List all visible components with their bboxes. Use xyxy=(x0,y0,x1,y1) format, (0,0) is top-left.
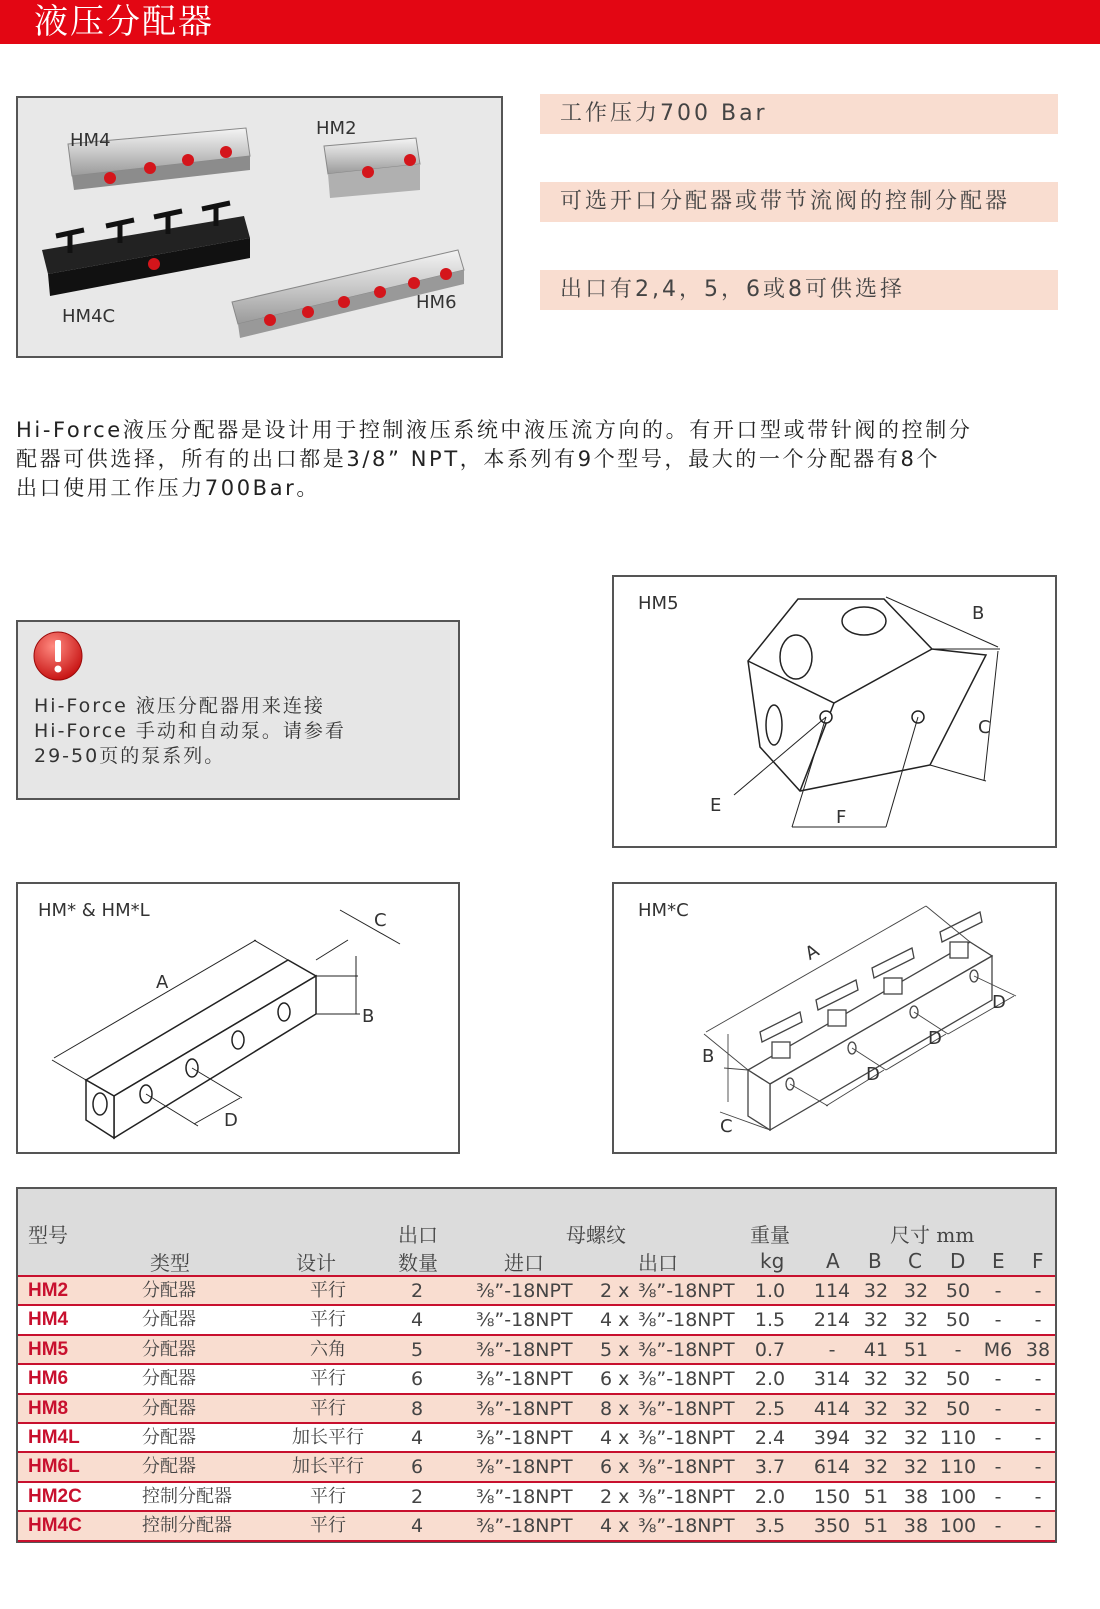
cell-e: M6 xyxy=(983,1338,1013,1361)
cell-c: 38 xyxy=(903,1515,929,1538)
cell-model: HM2C xyxy=(28,1485,82,1507)
cell-type: 控制分配器 xyxy=(142,1515,232,1537)
cell-model: HM6 xyxy=(28,1368,69,1390)
table-row xyxy=(18,1306,1055,1334)
cell-b: 51 xyxy=(863,1515,889,1538)
photo-label-hm4: HM4 xyxy=(70,130,111,151)
cell-d: 50 xyxy=(945,1280,971,1302)
cell-b: 32 xyxy=(863,1427,889,1449)
hm5-label-e: E xyxy=(710,795,722,816)
cell-design: 平行 xyxy=(310,1397,346,1419)
cell-mult: 5 x xyxy=(600,1338,630,1361)
cell-a: - xyxy=(828,1338,836,1361)
cell-f: - xyxy=(1034,1368,1042,1391)
header-weight-unit: kg xyxy=(760,1249,785,1273)
note-line: Hi-Force 液压分配器用来连接 xyxy=(34,695,325,717)
table-row xyxy=(18,1336,1055,1364)
cell-f: - xyxy=(1034,1397,1042,1420)
cell-outlets: 4 xyxy=(410,1427,424,1449)
cell-type: 分配器 xyxy=(142,1456,196,1478)
header-a: A xyxy=(826,1249,840,1273)
table-row xyxy=(18,1365,1055,1393)
cell-model: HM4 xyxy=(28,1309,69,1331)
cell-outlet: ⅜”-18NPT xyxy=(638,1280,735,1302)
cell-f: 38 xyxy=(1025,1338,1051,1361)
hm-star-label-d: D xyxy=(224,1110,238,1131)
cell-a: 350 xyxy=(813,1515,851,1538)
cell-b: 32 xyxy=(863,1280,889,1302)
hm-c-label-a: A xyxy=(801,940,823,965)
cell-outlets: 5 xyxy=(410,1338,424,1361)
cell-outlets: 2 xyxy=(410,1485,424,1508)
cell-d: 100 xyxy=(939,1515,977,1538)
cell-inlet: ⅜”-18NPT xyxy=(476,1338,573,1361)
cell-d: 50 xyxy=(945,1309,971,1332)
cell-type: 分配器 xyxy=(142,1397,196,1419)
header-outlets-top: 出口 xyxy=(398,1223,438,1247)
header-outlets-bottom: 数量 xyxy=(398,1251,438,1275)
hm-c-label-c: C xyxy=(720,1116,733,1137)
hm-c-title: HM*C xyxy=(638,900,689,921)
cell-d: 110 xyxy=(939,1456,977,1479)
hm5-label-f: F xyxy=(836,807,847,828)
table-row xyxy=(18,1395,1055,1423)
cell-e: - xyxy=(994,1309,1002,1332)
header-e: E xyxy=(992,1249,1005,1273)
cell-type: 分配器 xyxy=(142,1427,196,1448)
row-separator xyxy=(18,1540,1055,1542)
hm-star-diagram xyxy=(16,882,460,1154)
cell-type: 分配器 xyxy=(142,1309,196,1331)
cell-design: 平行 xyxy=(310,1515,346,1537)
hm-star-label-b: B xyxy=(362,1006,375,1027)
feature-options: 可选开口分配器或带节流阀的控制分配器 xyxy=(540,182,1058,222)
cell-c: 38 xyxy=(903,1485,929,1508)
photo-label-hm4c: HM4C xyxy=(62,306,116,327)
hm5-diagram xyxy=(612,575,1057,848)
cell-c: 32 xyxy=(903,1427,929,1449)
header-dims: 尺寸 mm xyxy=(890,1223,975,1247)
cell-weight: 1.0 xyxy=(754,1280,786,1302)
header-model: 型号 xyxy=(28,1223,68,1247)
cell-outlet: ⅜”-18NPT xyxy=(638,1368,735,1391)
cell-design: 平行 xyxy=(310,1368,346,1390)
cell-f: - xyxy=(1034,1515,1042,1538)
cell-weight: 3.7 xyxy=(754,1456,786,1479)
cell-inlet: ⅜”-18NPT xyxy=(476,1368,573,1391)
cell-type: 分配器 xyxy=(142,1338,196,1360)
cell-weight: 3.5 xyxy=(754,1515,786,1538)
cell-weight: 2.0 xyxy=(754,1368,786,1391)
cell-inlet: ⅜”-18NPT xyxy=(476,1485,573,1508)
description-line: Hi-Force液压分配器是设计用于控制液压系统中液压流方向的。有开口型或带针阀的控制分 xyxy=(16,418,973,442)
cell-design: 加长平行 xyxy=(292,1427,364,1448)
cell-type: 分配器 xyxy=(142,1280,196,1301)
cell-design: 加长平行 xyxy=(292,1456,364,1478)
hm-star-label-a: A xyxy=(156,972,169,993)
cell-b: 32 xyxy=(863,1397,889,1420)
cell-mult: 6 x xyxy=(600,1368,630,1391)
cell-inlet: ⅜”-18NPT xyxy=(476,1456,573,1479)
photo-label-hm6: HM6 xyxy=(416,292,457,313)
cell-f: - xyxy=(1034,1456,1042,1479)
cell-e: - xyxy=(994,1280,1002,1302)
cell-d: 50 xyxy=(945,1368,971,1391)
cell-a: 150 xyxy=(813,1485,851,1508)
cell-weight: 2.4 xyxy=(754,1427,786,1449)
header-thread: 母螺纹 xyxy=(566,1223,626,1247)
cell-e: - xyxy=(994,1368,1002,1391)
cell-e: - xyxy=(994,1515,1002,1538)
cell-outlets: 6 xyxy=(410,1456,424,1479)
spec-table xyxy=(16,1187,1057,1543)
cell-mult: 4 x xyxy=(600,1515,630,1538)
hm-star-title: HM* & HM*L xyxy=(38,900,150,921)
cell-weight: 1.5 xyxy=(754,1309,786,1332)
header-d: D xyxy=(950,1249,966,1273)
header-inlet: 进口 xyxy=(504,1251,544,1275)
header-weight: 重量 xyxy=(750,1223,790,1247)
hm-star-label-c: C xyxy=(374,910,387,931)
cell-e: - xyxy=(994,1397,1002,1420)
header-f: F xyxy=(1032,1249,1044,1273)
cell-inlet: ⅜”-18NPT xyxy=(476,1515,573,1538)
cell-model: HM2 xyxy=(28,1280,69,1301)
cell-inlet: ⅜”-18NPT xyxy=(476,1280,573,1302)
cell-b: 32 xyxy=(863,1309,889,1332)
cell-design: 平行 xyxy=(310,1280,346,1301)
cell-b: 32 xyxy=(863,1368,889,1391)
hm-c-label-d2: D xyxy=(928,1028,942,1049)
cell-inlet: ⅜”-18NPT xyxy=(476,1309,573,1332)
cell-mult: 4 x xyxy=(600,1309,630,1332)
hm5-label-b: B xyxy=(972,603,985,624)
cell-model: HM8 xyxy=(28,1397,69,1419)
cell-d: 100 xyxy=(939,1485,977,1508)
cell-outlet: ⅜”-18NPT xyxy=(638,1515,735,1538)
cell-c: 32 xyxy=(903,1368,929,1391)
description-line: 出口使用工作压力700Bar。 xyxy=(16,476,320,500)
cell-inlet: ⅜”-18NPT xyxy=(476,1427,573,1449)
table-row xyxy=(18,1453,1055,1481)
product-description xyxy=(16,416,1076,503)
cell-weight: 0.7 xyxy=(754,1338,786,1361)
cell-d: 50 xyxy=(945,1397,971,1420)
cell-outlet: ⅜”-18NPT xyxy=(638,1309,735,1332)
cell-model: HM4L xyxy=(28,1427,80,1448)
cell-mult: 4 x xyxy=(600,1427,630,1449)
cell-design: 平行 xyxy=(310,1309,346,1331)
cell-f: - xyxy=(1034,1309,1042,1332)
cell-f: - xyxy=(1034,1427,1042,1449)
hm-c-diagram xyxy=(612,882,1057,1154)
cell-type: 控制分配器 xyxy=(142,1485,232,1507)
cell-a: 414 xyxy=(813,1397,851,1420)
cell-b: 51 xyxy=(863,1485,889,1508)
cell-c: 32 xyxy=(903,1456,929,1479)
header-design: 设计 xyxy=(296,1251,336,1275)
cell-outlets: 6 xyxy=(410,1368,424,1391)
cell-outlets: 4 xyxy=(410,1515,424,1538)
note-line: Hi-Force 手动和自动泵。请参看 xyxy=(34,720,346,742)
cell-type: 分配器 xyxy=(142,1368,196,1390)
cell-outlet: ⅜”-18NPT xyxy=(638,1397,735,1420)
cell-c: 51 xyxy=(903,1338,929,1361)
cell-outlets: 2 xyxy=(410,1280,424,1302)
cell-a: 214 xyxy=(813,1309,851,1332)
cell-model: HM4C xyxy=(28,1515,82,1537)
header-c: C xyxy=(908,1249,922,1273)
cell-e: - xyxy=(994,1485,1002,1508)
cell-mult: 2 x xyxy=(600,1485,630,1508)
cell-mult: 2 x xyxy=(600,1280,630,1302)
cell-a: 614 xyxy=(813,1456,851,1479)
hm-c-label-d3: D xyxy=(992,992,1006,1013)
table-row xyxy=(18,1512,1055,1540)
cell-a: 394 xyxy=(813,1427,851,1449)
cell-c: 32 xyxy=(903,1397,929,1420)
header-b: B xyxy=(868,1249,882,1273)
cell-c: 32 xyxy=(903,1309,929,1332)
hm5-title: HM5 xyxy=(638,593,679,614)
cell-outlet: ⅜”-18NPT xyxy=(638,1338,735,1361)
pump-note xyxy=(16,620,460,800)
cell-inlet: ⅜”-18NPT xyxy=(476,1397,573,1420)
warning-icon xyxy=(32,630,84,682)
cell-design: 平行 xyxy=(310,1485,346,1507)
description-line: 配器可供选择，所有的出口都是3/8” NPT，本系列有9个型号，最大的一个分配器有8个 xyxy=(16,447,941,471)
cell-e: - xyxy=(994,1456,1002,1479)
cell-outlet: ⅜”-18NPT xyxy=(638,1427,735,1449)
cell-model: HM5 xyxy=(28,1338,69,1360)
cell-a: 314 xyxy=(813,1368,851,1391)
note-line: 29-50页的泵系列。 xyxy=(34,745,226,767)
photo-label-hm2: HM2 xyxy=(316,118,357,139)
hm5-drawing xyxy=(614,577,1055,846)
hm5-label-c: C xyxy=(978,717,991,738)
hm-c-drawing xyxy=(614,884,1055,1152)
cell-weight: 2.0 xyxy=(754,1485,786,1508)
cell-d: 110 xyxy=(939,1427,977,1449)
cell-a: 114 xyxy=(813,1280,851,1302)
cell-f: - xyxy=(1034,1280,1042,1302)
cell-outlets: 4 xyxy=(410,1309,424,1332)
table-row xyxy=(18,1277,1055,1305)
table-row xyxy=(18,1424,1055,1452)
hm-c-label-b: B xyxy=(702,1046,715,1067)
cell-d: - xyxy=(954,1338,962,1361)
header-type: 类型 xyxy=(150,1251,190,1275)
cell-mult: 8 x xyxy=(600,1397,630,1420)
cell-design: 六角 xyxy=(310,1338,346,1360)
hm-star-drawing xyxy=(18,884,458,1152)
cell-b: 32 xyxy=(863,1456,889,1479)
cell-mult: 6 x xyxy=(600,1456,630,1479)
hm-c-label-d1: D xyxy=(866,1064,880,1085)
feature-outlets: 出口有2,4，5，6或8可供选择 xyxy=(540,270,1058,310)
page-title: 液压分配器 xyxy=(34,2,214,42)
cell-outlet: ⅜”-18NPT xyxy=(638,1456,735,1479)
feature-pressure: 工作压力700 Bar xyxy=(540,94,1058,134)
cell-outlets: 8 xyxy=(410,1397,424,1420)
cell-model: HM6L xyxy=(28,1456,80,1478)
cell-c: 32 xyxy=(903,1280,929,1302)
cell-e: - xyxy=(994,1427,1002,1449)
cell-f: - xyxy=(1034,1485,1042,1508)
table-row xyxy=(18,1483,1055,1511)
cell-b: 41 xyxy=(863,1338,889,1361)
product-photo xyxy=(16,96,503,358)
cell-weight: 2.5 xyxy=(754,1397,786,1420)
header-outlet: 出口 xyxy=(638,1251,678,1275)
cell-outlet: ⅜”-18NPT xyxy=(638,1485,735,1508)
